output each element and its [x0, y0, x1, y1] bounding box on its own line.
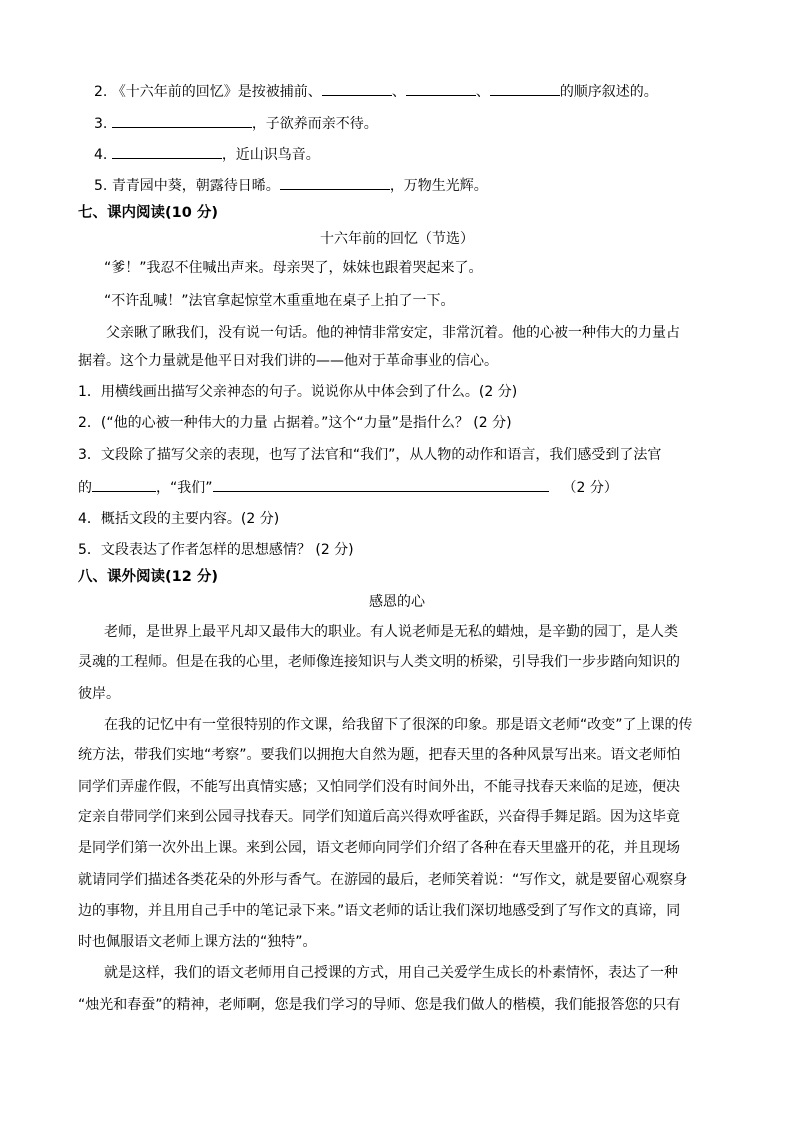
passage-line: 边的事物，并且用自己手中的笔记录下来。”语文老师的话让我们深切地感受到了写作文的真谛，同 [78, 903, 681, 919]
section-7-heading: 七、课内阅读(10 分) [78, 205, 218, 221]
section-8-heading: 八、课外阅读(12 分) [78, 569, 218, 585]
answer-blank[interactable] [112, 112, 252, 128]
passage-paragraph-cont: 据着。这个力量就是他平日对我们讲的——他对于革命事业的信心。 [78, 353, 498, 369]
q-text: ，子欲养而亲不待。 [251, 116, 378, 132]
q-text: ，万物生光辉。 [389, 178, 488, 194]
question-3-cont [78, 476, 618, 499]
passage-line: 彼岸。 [78, 686, 120, 702]
q-text: ，“我们” [156, 480, 213, 496]
answer-blank[interactable] [112, 143, 222, 159]
fill-q3 [94, 112, 378, 135]
passage-paragraph: 父亲瞅了瞅我们，没有说一句话。他的神情非常安定，非常沉着。他的心被一种伟大的力量占 [106, 325, 680, 341]
question-4: 4．概括文段的主要内容。(2 分) [78, 511, 280, 527]
q-text: 青青园中葵，朝露待日晞。 [111, 178, 280, 194]
passage-line: 就是这样，我们的语文老师用自己授课的方式，用自己关爱学生成长的朴素情怀，表达了一种 [104, 965, 678, 981]
passage-line: 在我的记忆中有一堂很特别的作文课，给我留下了很深的印象。那是语文老师“改变”了上课的传 [104, 717, 693, 733]
answer-blank[interactable] [322, 80, 392, 96]
q-text: 《十六年前的回忆》是按被捕前、 [111, 84, 322, 100]
answer-blank[interactable] [213, 476, 549, 492]
fill-q5 [94, 174, 488, 197]
question-1: 1．用横线画出描写父亲神态的句子。说说你从中体会到了什么。(2 分) [78, 384, 518, 400]
passage-line: 定亲自带同学们来到公园寻找春天。同学们知道后高兴得欢呼雀跃，兴奋得手舞足蹈。因为这毕竟 [78, 809, 680, 825]
fill-q4 [94, 143, 320, 166]
passage-line: 就请同学们描述各类花朵的外形与香气。在游园的最后，老师笑着说：“写作文，就是要留心观察身 [78, 872, 688, 888]
passage-line: 时也佩服语文老师上课方法的“独特”。 [78, 934, 317, 950]
passage-paragraph: “不许乱喊！”法官拿起惊堂木重重地在桌子上拍了一下。 [104, 293, 455, 309]
q-text: 的顺序叙述的。 [559, 84, 658, 100]
q-text: 的 [78, 480, 92, 496]
passage-line: 是同学们第一次外出上课。来到公园，语文老师向同学们介绍了各种在春天里盛开的花，并且现场 [78, 840, 680, 856]
question-2: 2．(“他的心被一种伟大的力量 占据着。”这个“力量”是指什么？ (2 分) [78, 415, 512, 431]
passage-line: 老师，是世界上最平凡却又最伟大的职业。有人说老师是无私的蜡烛，是辛勤的园丁，是人类 [104, 624, 678, 640]
passage-paragraph: “爹！”我忍不住喊出声来。母亲哭了，妹妹也跟着哭起来了。 [104, 260, 483, 276]
q-number: 2. [94, 84, 108, 100]
passage-line: 统方法，带我们实地“考察”。要我们以拥抱大自然为题，把春天里的各种风景写出来。语文老师怕 [78, 747, 681, 763]
answer-blank[interactable] [490, 80, 560, 96]
question-3: 3．文段除了描写父亲的表现，也写了法官和“我们”，从人物的动作和语言，我们感受到了法官 [78, 447, 662, 463]
q-number: 5. [94, 178, 108, 194]
q-number: 4. [94, 147, 108, 163]
passage-line: “烛光和春蚕”的精神，老师啊，您是我们学习的导师、您是我们做人的楷模，我们能报答您的只有 [78, 997, 681, 1013]
fill-q2 [94, 80, 658, 103]
q-text: 、 [391, 84, 406, 100]
passage-line: 灵魂的工程师。但是在我的心里，老师像连接知识与人类文明的桥梁，引导我们一步步踏向知识的 [78, 654, 680, 670]
q-number: 3. [94, 116, 108, 132]
q-text: ，近山识鸟音。 [221, 147, 320, 163]
section-7-passage-title: 十六年前的回忆（节选） [320, 231, 474, 247]
answer-blank[interactable] [92, 476, 156, 492]
passage-line: 同学们弄虚作假，不能写出真情实感；又怕同学们没有时间外出，不能寻找春天来临的足迹，便决 [78, 779, 680, 795]
answer-blank[interactable] [280, 174, 390, 190]
section-8-passage-title: 感恩的心 [369, 594, 425, 610]
q-score: （2 分） [562, 480, 618, 496]
q-text: 、 [475, 84, 490, 100]
answer-blank[interactable] [406, 80, 476, 96]
question-5: 5．文段表达了作者怎样的思想感情？ (2 分) [78, 542, 354, 558]
